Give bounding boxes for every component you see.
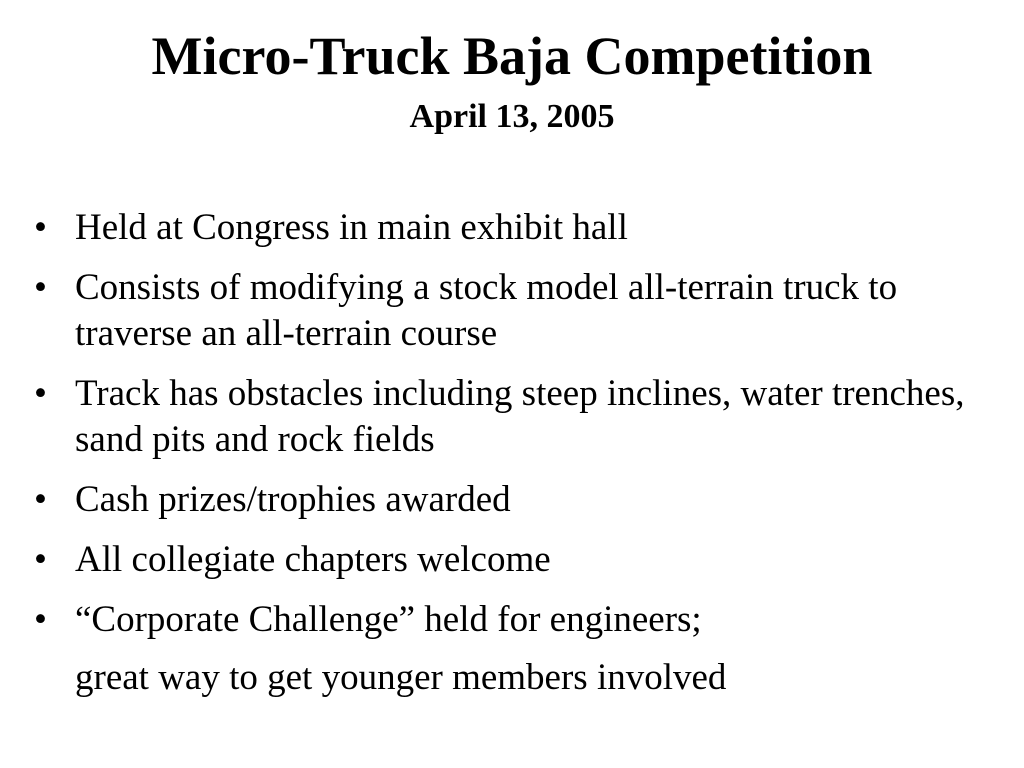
title-block — [0, 28, 1024, 137]
bullet-marker: • — [34, 599, 47, 640]
bullet-marker: • — [34, 479, 47, 520]
bullet-marker: • — [34, 267, 47, 308]
bullet-item — [34, 537, 994, 583]
bullet-list — [34, 205, 994, 701]
bullet-item — [34, 371, 994, 463]
bullet-text: “Corporate Challenge” held for engineers; — [75, 599, 702, 640]
bullet-marker: • — [34, 207, 47, 248]
bullet-item — [34, 265, 994, 357]
bullet-text: Consists of modifying a stock model all-terrain truck to traverse an all-terrain course — [75, 267, 898, 354]
continuation-text: great way to get younger members involved — [75, 657, 727, 698]
slide-subtitle: April 13, 2005 — [409, 97, 615, 135]
bullet-marker: • — [34, 373, 47, 414]
bullet-item — [34, 205, 994, 251]
bullet-text: Held at Congress in main exhibit hall — [75, 207, 628, 248]
bullet-text: Cash prizes/trophies awarded — [75, 479, 511, 520]
bullet-item — [34, 477, 994, 523]
slide-title: Micro-Truck Baja Competition — [151, 26, 873, 86]
bullet-marker: • — [34, 539, 47, 580]
bullet-item — [34, 597, 994, 643]
bullet-text: Track has obstacles including steep inclines, water trenches, sand pits and rock fields — [75, 373, 965, 460]
continuation-line — [34, 655, 994, 701]
bullet-text: All collegiate chapters welcome — [75, 539, 551, 580]
